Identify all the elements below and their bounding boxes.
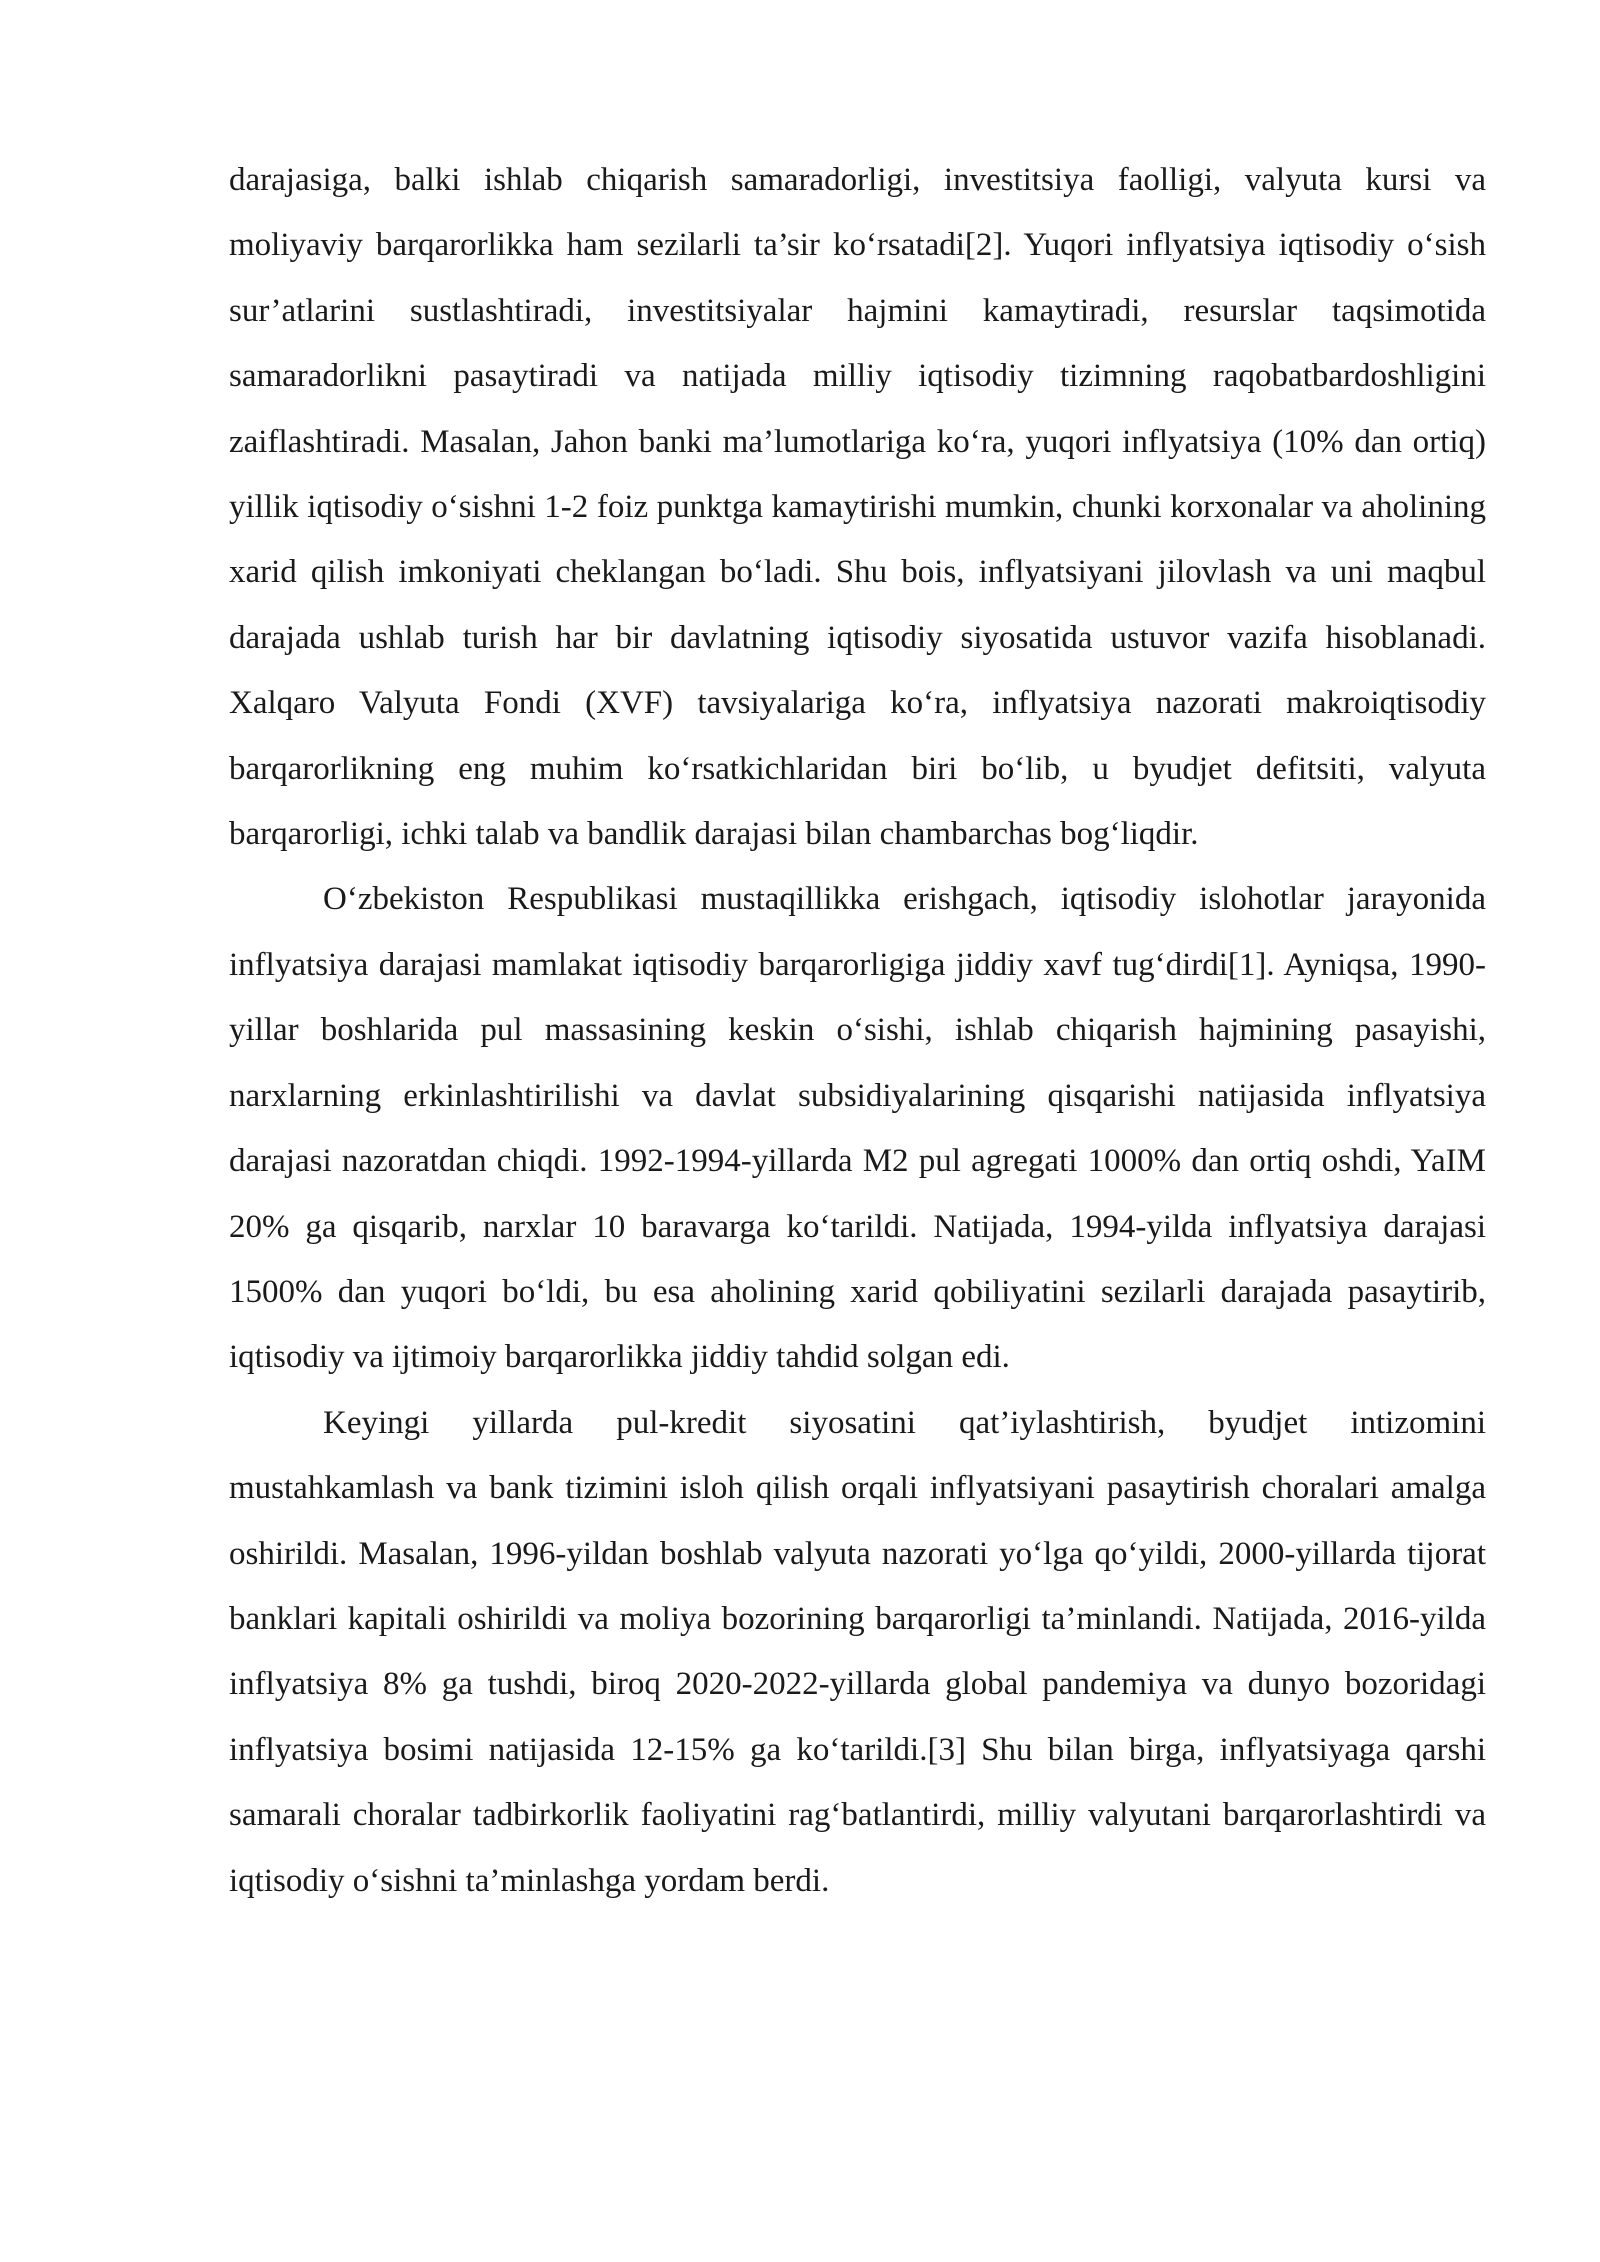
paragraph-uzbekistan-inflation-history: O‘zbekiston Respublikasi mustaqillikka erishgach, iqtisodiy islohotlar jarayonida inflyatsiya darajasi mamlakat iqtisodiy barqarorligiga jiddiy xavf tug‘dirdi[1]. Ayniqsa, 1990-yillar boshlarida pul massasining keskin o‘sishi, ishlab chiqarish hajmining pasayishi, narxlarning erkinlashtirilishi va davlat subsidiyalarining qisqarishi natijasida inflyatsiya darajasi nazoratdan chiqdi. 1992-1994-yillarda M2 pul agregati 1000% dan ortiq oshdi, YaIM 20% ga qisqarib, narxlar 10 baravarga ko‘tarildi. Natijada, 1994-yilda inflyatsiya darajasi 1500% dan yuqori bo‘ldi, bu esa aholining xarid qobiliyatini sezilarli darajada pasaytirib, iqtisodiy va ijtimoiy barqarorlikka jiddiy tahdid solgan edi.: [229, 881, 1486, 1376]
paragraph-continuation: darajasiga, balki ishlab chiqarish samaradorligi, investitsiya faolligi, valyuta kursi va moliyaviy barqarorlikka ham sezilarli ta’sir ko‘rsatadi[2]. Yuqori inflyatsiya iqtisodiy o‘sish sur’atlarini sustlashtiradi, investitsiyalar hajmini kamaytiradi, resurslar taqsimotida samaradorlikni pasaytiradi va natijada milliy iqtisodiy tizimning raqobatbardoshligini zaiflashtiradi. Masalan, Jahon banki ma’lumotlariga ko‘ra, yuqori inflyatsiya (10% dan ortiq) yillik iqtisodiy o‘sishni 1-2 foiz punktga kamaytirishi mumkin, chunki korxonalar va aholining xarid qilish imkoniyati cheklangan bo‘ladi. Shu bois, inflyatsiyani jilovlash va uni maqbul darajada ushlab turish har bir davlatning iqtisodiy siyosatida ustuvor vazifa hisoblanadi. Xalqaro Valyuta Fondi (XVF) tavsiyalariga ko‘ra, inflyatsiya nazorati makroiqtisodiy barqarorlikning eng muhim ko‘rsatkichlaridan biri bo‘lib, u byudjet defitsiti, valyuta barqarorligi, ichki talab va bandlik darajasi bilan chambarchas bog‘liqdir.: [229, 162, 1486, 853]
paragraph-inflation-reduction-measures: Keyingi yillarda pul-kredit siyosatini qat’iylashtirish, byudjet intizomini mustahkamlash va bank tizimini isloh qilish orqali inflyatsiyani pasaytirish choralari amalga oshirildi. Masalan, 1996-yildan boshlab valyuta nazorati yo‘lga qo‘yildi, 2000-yillarda tijorat banklari kapitali oshirildi va moliya bozorining barqarorligi ta’minlandi. Natijada, 2016-yilda inflyatsiya 8% ga tushdi, biroq 2020-2022-yillarda global pandemiya va dunyo bozoridagi inflyatsiya bosimi natijasida 12-15% ga ko‘tarildi.[3] Shu bilan birga, inflyatsiyaga qarshi samarali choralar tadbirkorlik faoliyatini rag‘batlantirdi, milliy valyutani barqarorlashtirdi va iqtisodiy o‘sishni ta’minlashga yordam berdi.: [229, 1404, 1486, 1899]
body-text: [229, 148, 1486, 1914]
